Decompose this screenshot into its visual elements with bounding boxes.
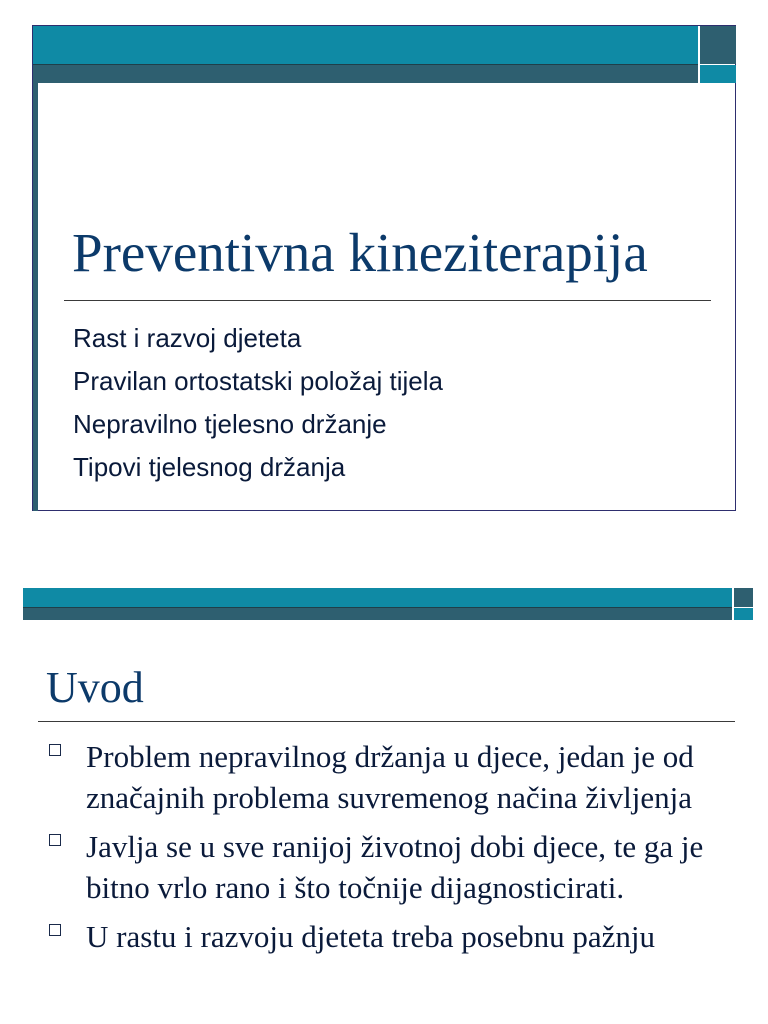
slide-2-title: Uvod	[46, 663, 144, 712]
bullet-text: U rastu i razvoju djeteta treba posebnu pažnju	[86, 919, 655, 954]
left-accent-bar	[33, 83, 38, 511]
topic-item: Pravilan ortostatski položaj tijela	[73, 366, 443, 396]
header-corner-dark	[734, 588, 753, 607]
bullet-item	[46, 736, 736, 818]
topic-item: Nepravilno tjelesno držanje	[73, 409, 387, 439]
header-band-teal	[23, 588, 732, 607]
topic-item: Tipovi tjelesnog držanja	[73, 452, 346, 482]
slide-2-bullet-list	[46, 736, 736, 965]
title-divider	[38, 721, 735, 722]
bullet-item	[46, 826, 736, 908]
slide-1-title: Preventivna kineziterapija	[72, 222, 648, 283]
header-corner-teal	[700, 65, 736, 83]
header-corner-dark	[700, 26, 736, 64]
slide-1-topic-list	[73, 321, 443, 493]
square-bullet-icon	[49, 924, 61, 936]
bullet-item	[46, 916, 736, 957]
topic-item: Rast i razvoj djeteta	[73, 323, 302, 353]
header-band-dark	[23, 607, 732, 620]
bullet-text: Problem nepravilnog držanja u djece, jedan je od značajnih problema suvremenog načina življenja	[86, 739, 694, 815]
bullet-text: Javlja se u sve ranijoj životnoj dobi djece, te ga je bitno vrlo rano i što točnije dijagnosticirati.	[86, 829, 704, 905]
header-corner-teal	[734, 608, 753, 620]
title-divider	[64, 300, 711, 301]
square-bullet-icon	[49, 744, 61, 756]
slide-1	[32, 25, 736, 511]
square-bullet-icon	[49, 834, 61, 846]
header-band-dark	[33, 64, 698, 83]
header-band-teal	[33, 26, 698, 64]
